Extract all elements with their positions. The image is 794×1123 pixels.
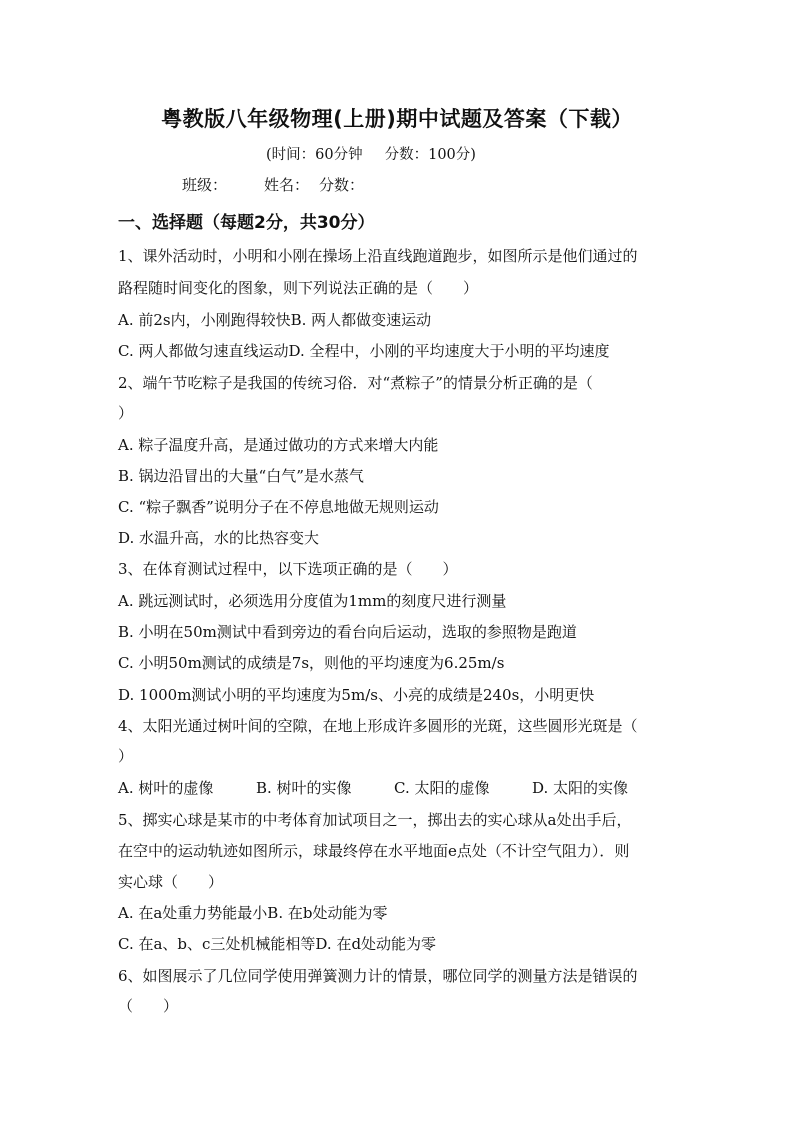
q6-stem-line-2: （ ） — [118, 997, 179, 1015]
q3-option-b: B. 小明在50m测试中看到旁边的看台向后运动，选取的参照物是跑道 — [118, 623, 577, 641]
q4-options — [118, 778, 628, 798]
q4-stem-line-2: ） — [118, 747, 134, 765]
q4-option-d: D. 太阳的实像 — [532, 779, 629, 797]
q2-option-d: D. 水温升高，水的比热容变大 — [118, 529, 320, 547]
q2-option-a: A. 粽子温度升高，是通过做功的方式来增大内能 — [118, 436, 439, 454]
score-info: 分数：100分) — [384, 147, 476, 163]
points-label: 分数： — [319, 176, 365, 194]
q1-stem-line-1: 1、课外活动时，小明和小刚在操场上沿直线跑道跑步，如图所示是他们通过的 — [118, 247, 638, 265]
exam-meta — [266, 143, 476, 164]
section-heading: 一、选择题（每题2分，共30分） — [118, 213, 375, 233]
q4-option-a: A. 树叶的虚像 — [118, 779, 214, 797]
q3-option-d: D. 1000m测试小明的平均速度为5m/s、小亮的成绩是240s，小明更快 — [118, 686, 595, 704]
class-label: 班级： — [182, 176, 228, 194]
q3-option-c: C. 小明50m测试的成绩是7s，则他的平均速度为6.25m/s — [118, 654, 505, 672]
q4-option-b: B. 树叶的实像 — [256, 779, 352, 797]
page-title: 粤教版八年级物理(上册)期中试题及答案（下载） — [161, 107, 633, 131]
q1-stem-line-2: 路程随时间变化的图象，则下列说法正确的是（ ） — [118, 279, 479, 297]
q5-options-ab: A. 在a处重力势能最小B. 在b处动能为零 — [118, 904, 388, 922]
q3-stem: 3、在体育测试过程中，以下选项正确的是（ ） — [118, 560, 458, 578]
q3-option-a: A. 跳远测试时，必须选用分度值为1mm的刻度尺进行测量 — [118, 592, 507, 610]
q2-option-c: C. “粽子飘香”说明分子在不停息地做无规则运动 — [118, 498, 439, 516]
student-info-line — [182, 174, 364, 195]
q4-stem-line-1: 4、太阳光通过树叶间的空隙，在地上形成许多圆形的光斑，这些圆形光斑是（ — [118, 717, 638, 735]
q6-stem-line-1: 6、如图展示了几位同学使用弹簧测力计的情景，哪位同学的测量方法是错误的 — [118, 967, 638, 985]
q2-stem-line-1: 2、端午节吃粽子是我国的传统习俗．对“煮粽子”的情景分析正确的是（ — [118, 374, 593, 392]
q5-options-cd: C. 在a、b、c三处机械能相等D. 在d处动能为零 — [118, 935, 437, 953]
q5-stem-line-1: 5、掷实心球是某市的中考体育加试项目之一，掷出去的实心球从a处出手后， — [118, 811, 632, 829]
q2-stem-line-2: ） — [118, 404, 134, 422]
q2-option-b: B. 锅边沿冒出的大量“白气”是水蒸气 — [118, 467, 364, 485]
q5-stem-line-3: 实心球（ ） — [118, 873, 224, 891]
name-label: 姓名： — [264, 176, 310, 194]
q1-options-ab: A. 前2s内，小刚跑得较快B. 两人都做变速运动 — [118, 311, 432, 329]
q5-stem-line-2: 在空中的运动轨迹如图所示，球最终停在水平地面e点处（不计空气阻力）．则 — [118, 842, 630, 860]
q4-option-c: C. 太阳的虚像 — [394, 779, 490, 797]
time-info: (时间：60分钟 — [266, 147, 363, 163]
q1-options-cd: C. 两人都做匀速直线运动D. 全程中，小刚的平均速度大于小明的平均速度 — [118, 342, 610, 360]
